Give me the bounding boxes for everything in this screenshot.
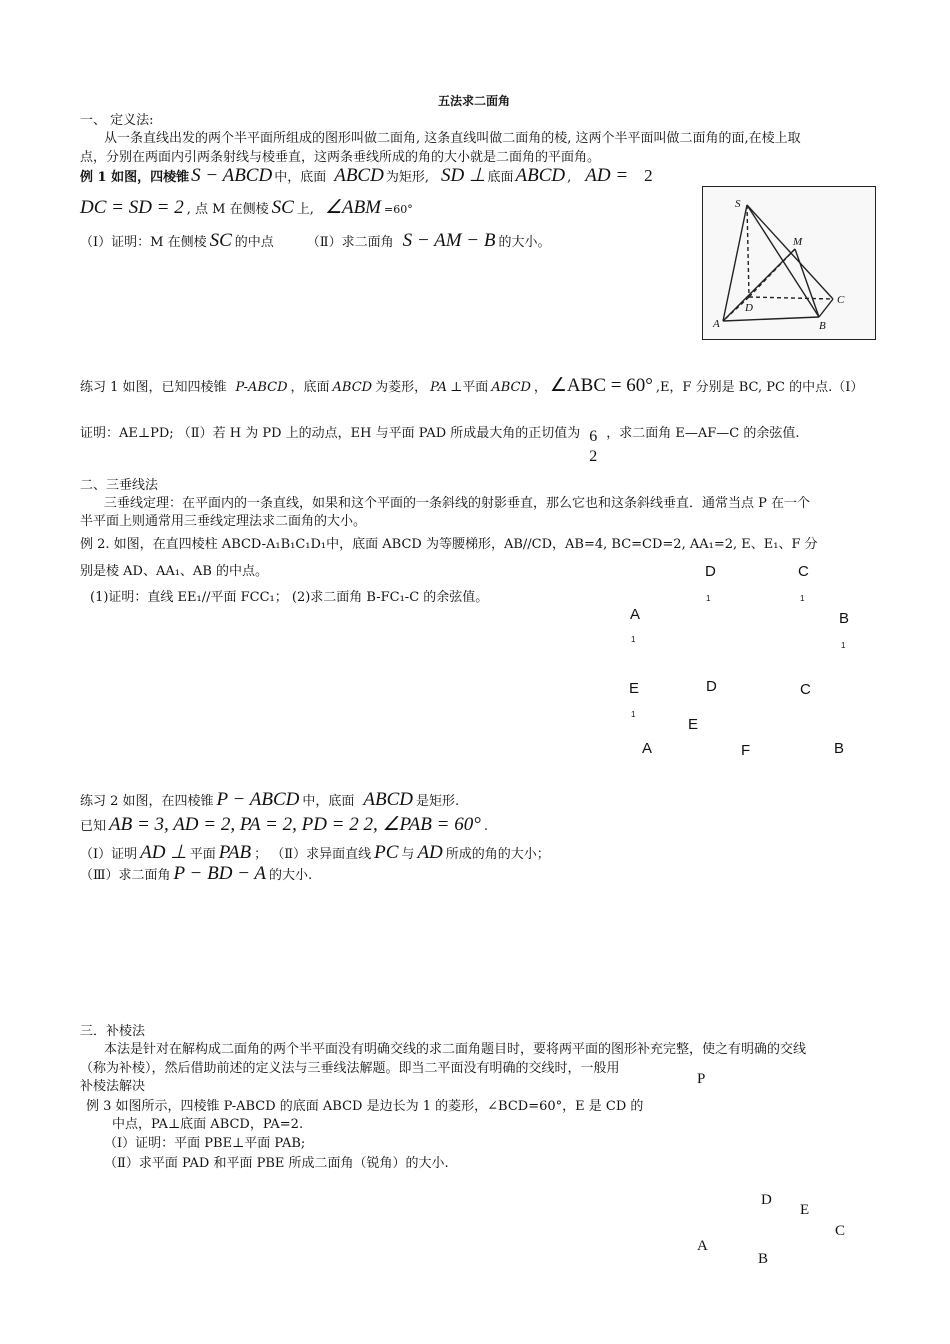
example3-line2: 中点，PA⊥底面 ABCD，PA=2. [112,1117,304,1132]
math-expr: AD [417,842,443,863]
text: 的大小。 [498,235,551,250]
practice1-line1 [80,374,863,397]
math-expr: DC = SD = 2 [80,197,184,218]
section3-heading: 三．补棱法 [80,1024,146,1039]
text: , 点 M 在侧棱 [186,202,269,217]
text: 的中点 [234,235,274,250]
figure-label: E [688,716,699,733]
text: ,E，F 分别是 BC, PC 的中点.（Ⅰ） [655,380,864,395]
math-expr: 2 [644,166,653,185]
practice2-line1 [80,789,459,811]
figure-label: B [839,610,850,627]
pyramid-figure [702,186,876,340]
figure-label: P [697,1071,706,1087]
text: （Ⅱ）求二面角 [306,235,394,250]
section1-heading: 一、 定义法: [80,113,154,128]
section2-heading: 二、三垂线法 [80,478,159,493]
figure-label: C [800,681,811,698]
figure-label: 1 [631,635,636,644]
example1-line1 [80,164,653,187]
example1-questions [80,230,551,252]
math-expr: SC [271,197,294,218]
vertex-label: C [837,294,845,306]
math-expr: AD ⊥ [140,842,187,863]
math-expr: PC [374,842,399,863]
section1-para: 从一条直线出发的两个半平面所组成的图形叫做二面角, 这条直线叫做二面角的棱, 这两个半平面叫做二面角的面,在棱上取 [104,131,801,146]
example2-line1: 例 2. 如图，在直四棱柱 ABCD-A₁B₁C₁D₁中，底面 ABCD 为等腰梯形，AB//CD，AB=4, BC=CD=2, AA₁=2, E、E₁、F 分 [80,537,818,552]
example1-line2 [80,196,413,219]
fraction-denominator: 2 [589,448,598,465]
text: ABCD [332,380,373,395]
text: 与 [401,847,415,862]
text: （Ⅰ）证明 [80,847,138,862]
text: ，底面 [290,380,330,395]
text: 所成的角的大小； [445,847,550,862]
math-expr: ∠ABC = 60° [549,375,653,396]
fraction [589,427,597,467]
figure-label: C [835,1223,846,1239]
text: （Ⅲ）求二面角 [80,868,171,883]
figure-label: A [630,606,641,623]
math-expr: P − ABCD [216,789,300,810]
text: =60° [384,203,413,216]
example3-question1: （Ⅰ）证明：平面 PBE⊥平面 PAB; [104,1136,306,1151]
section3-para: 本法是针对在解构成二面角的两个半平面没有明确交线的求二面角题目时，要将两平面的图形补充完整，使之有明确的交线 [104,1042,807,1057]
figure-label: B [834,740,845,757]
vertex-label: A [713,318,720,330]
text: . [483,819,488,834]
figure-label: 1 [706,594,711,603]
math-expr: S − AM − B [402,230,496,251]
text: 练习 2 如图，在四棱锥 [80,794,214,809]
figure-label: B [758,1251,769,1267]
text: 证明：AE⊥PD; （Ⅱ）若 H 为 PD 上的动点，EH 与平面 PAD 所成最大角的正切值为 [80,426,581,441]
text: ， [533,380,547,395]
figure-label: 1 [631,710,636,719]
math-expr: P − BD − A [173,863,267,884]
vertex-label: D [745,302,753,314]
page-title: 五法求二面角 [438,94,511,108]
example2-questions: (1)证明：直线 EE₁//平面 FCC₁； (2)求二面角 B-FC₁-C 的余弦值。 [90,590,489,605]
practice2-line3 [80,841,550,864]
math-expr: ABCD [515,165,566,186]
figure-label: E [800,1202,810,1218]
section3-para: （称为补棱），然后借助前述的定义法与三垂线法解题。即当二平面没有明确的交线时，一般用 [80,1061,620,1076]
vertex-label: M [793,236,803,248]
practice2-line2 [80,813,488,836]
text: 底面 [487,170,514,185]
fraction-numerator: 6 [589,428,598,445]
section2-para: 半平面上则通常用三垂线定理法求二面角的大小。 [80,514,367,529]
figure-label: 1 [800,594,805,603]
math-expr: AB = 3, AD = 2, PA = 2, PD = 2 2, ∠PAB = 60° [109,814,481,835]
math-expr: ABCD [334,165,384,186]
math-expr: AD = [585,165,629,186]
example2-line2: 别是棱 AD、AA₁、AB 的中点。 [80,564,269,579]
math-expr: SD ⊥ [440,165,486,186]
text: ； （Ⅱ）求异面直线 [254,847,372,862]
text: 的大小. [269,868,313,883]
figure-label: D [705,563,716,580]
text: 上, [296,202,314,217]
practice1-line2 [80,422,800,463]
text: , [567,170,572,185]
practice2-line4 [80,863,312,885]
example3-line1: 例 3 如图所示，四棱锥 P-ABCD 的底面 ABCD 是边长为 1 的菱形，∠BCD=60°，E 是 CD 的 [86,1099,644,1114]
text: 已知 [80,819,107,834]
figure-label: E [629,680,640,697]
figure-label: A [642,740,653,757]
text: 为矩形, [385,170,429,185]
pyramid-diagram [703,187,875,339]
figure-label: A [697,1238,708,1254]
figure-label: D [706,678,717,695]
vertex-label: S [735,198,741,210]
text: 为菱形， [375,380,428,395]
text: 中，底面 [302,794,355,809]
math-expr: ABCD [363,789,414,810]
text: ，求二面角 E—AF—C 的余弦值. [606,426,800,441]
text: 是矩形. [416,794,460,809]
math-expr: PAB [218,842,252,863]
example1-lead: 例 1 如图，四棱锥 [80,170,190,185]
text: P-ABCD [235,380,288,395]
figure-label: F [741,742,751,759]
figure-label: C [798,563,809,580]
figure-label: 1 [841,641,846,650]
text: 练习 1 如图，已知四棱锥 [80,380,227,395]
section3-para: 补棱法解决 [80,1079,146,1094]
text: PA [430,380,448,395]
text: ABCD [491,380,531,395]
text: （I）证明：M 在侧棱 [80,235,207,250]
text: ⊥平面 [450,380,489,395]
math-expr: SC [209,230,232,251]
section1-para: 点，分别在两面内引两条射线与棱垂直，这两条垂线所成的角的大小就是二面角的平面角。 [80,150,601,165]
section2-para: 三垂线定理：在平面内的一条直线，如果和这个平面的一条斜线的射影垂直，那么它也和这条斜线垂直．通常当点 P 在一个 [104,496,811,511]
math-expr: S − ABCD [191,165,273,186]
figure-label: D [761,1192,772,1208]
text: 中，底面 [274,170,327,185]
example3-question2: （Ⅱ）求平面 PAD 和平面 PBE 所成二面角（锐角）的大小. [104,1156,449,1171]
vertex-label: B [819,320,826,332]
text: 平面 [189,847,216,862]
math-expr: ∠ABM [324,197,382,218]
